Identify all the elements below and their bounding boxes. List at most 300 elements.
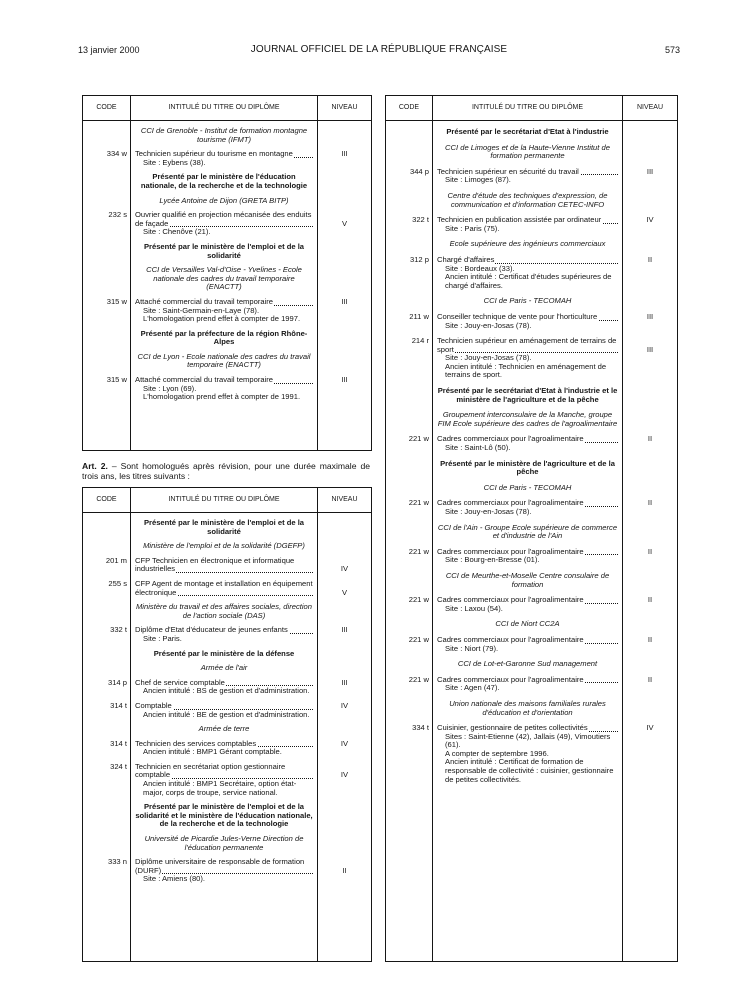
table-row xyxy=(83,620,372,643)
code-cell xyxy=(83,513,131,537)
title-cell xyxy=(433,380,623,404)
code-cell xyxy=(83,734,131,757)
diploma-title-text: Technicien des services comptables xyxy=(135,738,257,748)
training-organisation: Ecole supérieure des ingénieurs commerciaux xyxy=(449,239,606,249)
diploma-note: Ancien intitulé : BS de gestion et d'administration. xyxy=(143,686,310,696)
level-value: IV xyxy=(646,723,654,733)
code-cell xyxy=(386,477,433,493)
level-cell xyxy=(623,233,678,249)
diploma-title xyxy=(135,763,313,780)
training-organisation: Groupement interconsulaire de la Manche, groupe FIM Ecole supérieure des cadres de l'agroalimentaire xyxy=(437,410,618,428)
diploma-title xyxy=(437,548,618,557)
title-cell xyxy=(433,717,623,784)
filler-cell xyxy=(83,884,131,962)
organisation-row xyxy=(83,597,372,620)
code-cell xyxy=(83,551,131,574)
training-organisation: CCI de Grenoble - Institut de formation montagne tourisme (IFMT) xyxy=(140,126,308,144)
table-row xyxy=(83,292,372,324)
code-cell xyxy=(83,829,131,852)
organisation-row xyxy=(386,565,678,589)
code-cell xyxy=(83,121,131,145)
code-cell xyxy=(386,589,433,613)
level-cell xyxy=(318,205,372,237)
organisation-row xyxy=(83,829,372,852)
level-cell xyxy=(623,541,678,565)
code-cell xyxy=(83,620,131,643)
diploma-note: Site : Jouy-en-Josas (78). xyxy=(445,320,532,330)
level-cell xyxy=(623,428,678,452)
organisation-row xyxy=(83,347,372,370)
level-cell xyxy=(623,477,678,493)
col-header-title: INTITULÉ DU TITRE OU DIPLÔME xyxy=(433,96,623,121)
diploma-title-text: Cadres commerciaux pour l'agroalimentaire xyxy=(437,634,584,644)
title-cell xyxy=(131,551,318,574)
diploma-code: 211 w xyxy=(409,311,429,321)
title-cell xyxy=(433,233,623,249)
table-row xyxy=(386,589,678,613)
code-cell xyxy=(386,306,433,330)
diploma-code: 324 t xyxy=(110,761,127,771)
level-cell xyxy=(318,191,372,206)
level-cell xyxy=(318,292,372,324)
running-header xyxy=(78,43,680,57)
presenting-ministry: Présenté par le ministère de l'éducation nationale, de la recherche et de la technologie xyxy=(140,172,308,190)
presenting-ministry: Présenté par le secrétariat d'Etat à l'industrie et le ministère de l'agriculture et de la pêche xyxy=(437,386,618,404)
level-cell xyxy=(318,536,372,551)
title-cell xyxy=(131,658,318,673)
diploma-title-text: Diplôme d'Etat d'éducateur de jeunes enfants xyxy=(135,625,288,635)
diploma-note: Site : Saint-Lô (50). xyxy=(445,443,511,453)
level-value: II xyxy=(647,254,653,264)
level-cell xyxy=(623,693,678,717)
training-organisation: CCI de Paris - TECOMAH xyxy=(483,296,572,306)
article-2 xyxy=(82,461,370,482)
level-value: IV xyxy=(340,770,349,780)
table-row xyxy=(83,370,372,402)
organisation-row xyxy=(386,693,678,717)
level-value: II xyxy=(647,595,653,605)
code-cell xyxy=(386,717,433,784)
level-cell xyxy=(318,144,372,167)
training-organisation: CCI de Lot-et-Garonne Sud management xyxy=(457,659,598,669)
title-cell xyxy=(433,589,623,613)
training-organisation: CCI de Meurthe-et-Moselle Centre consulaire de formation xyxy=(445,570,610,589)
article-text: – Sont homologués après révision, pour une durée maximale de trois ans, les titres suivants : xyxy=(82,461,370,482)
code-cell xyxy=(83,797,131,829)
title-cell xyxy=(433,330,623,380)
homologation-table-3 xyxy=(385,95,678,962)
training-organisation: CCI de Paris - TECOMAH xyxy=(483,482,572,492)
diploma-code: 334 t xyxy=(412,723,429,733)
organisation-row xyxy=(83,536,372,551)
title-cell xyxy=(131,324,318,347)
diploma-title xyxy=(437,636,618,645)
diploma-code: 221 w xyxy=(408,674,429,684)
training-organisation: Centre d'étude des techniques d'expression, de communication et d'information CETEC-INFO xyxy=(447,190,608,209)
level-cell xyxy=(318,574,372,597)
diploma-code: 214 r xyxy=(411,336,429,346)
diploma-code: 322 t xyxy=(412,215,429,225)
diploma-code: 315 w xyxy=(106,375,127,385)
title-cell xyxy=(433,404,623,428)
code-cell xyxy=(386,653,433,669)
level-value: III xyxy=(341,677,348,687)
diploma-code: 255 s xyxy=(108,578,127,588)
diploma-title-text: Chargé d'affaires xyxy=(437,254,495,264)
homologation-table-2 xyxy=(82,487,372,962)
page-number: 573 xyxy=(664,45,680,55)
table-row xyxy=(83,205,372,237)
diploma-title-text: Comptable xyxy=(135,700,172,710)
diploma-title xyxy=(135,740,313,749)
level-cell xyxy=(623,161,678,185)
code-cell xyxy=(83,719,131,734)
title-cell xyxy=(131,852,318,884)
code-cell xyxy=(386,428,433,452)
training-organisation: Lycée Antoine de Dijon (GRETA BITP) xyxy=(159,195,289,205)
diploma-title-text: Cadres commerciaux pour l'agroalimentaire xyxy=(437,434,584,444)
code-cell xyxy=(386,565,433,589)
organisation-row xyxy=(83,260,372,292)
table-row xyxy=(386,669,678,693)
organisation-row xyxy=(386,185,678,209)
code-cell xyxy=(386,249,433,290)
section-heading-row xyxy=(83,644,372,659)
code-cell xyxy=(83,370,131,402)
level-value: III xyxy=(646,311,654,321)
diploma-note: Ancien intitulé : BMP1 Gérant comptable. xyxy=(143,747,282,757)
level-cell xyxy=(318,734,372,757)
table-row xyxy=(83,757,372,797)
level-cell xyxy=(318,597,372,620)
level-cell xyxy=(318,513,372,537)
level-cell xyxy=(623,517,678,541)
table-header-row xyxy=(386,96,678,121)
code-cell xyxy=(83,757,131,797)
diploma-title xyxy=(437,337,618,354)
training-organisation: CCI de l'Ain - Groupe Ecole supérieure de commerce et d'industrie de l'Ain xyxy=(437,522,618,541)
diploma-title xyxy=(135,557,313,574)
level-cell xyxy=(623,669,678,693)
title-cell xyxy=(433,541,623,565)
diploma-title xyxy=(437,724,618,733)
diploma-title xyxy=(437,256,618,265)
level-cell xyxy=(623,380,678,404)
diploma-note: Ancien intitulé : Technicien en aménagement de terrains de sport. xyxy=(445,361,607,380)
level-value: III xyxy=(646,166,654,176)
code-cell xyxy=(83,237,131,260)
title-cell xyxy=(131,620,318,643)
diploma-title xyxy=(135,702,313,711)
code-cell xyxy=(83,260,131,292)
table-row xyxy=(386,161,678,185)
title-cell xyxy=(433,428,623,452)
table-row xyxy=(83,852,372,884)
title-cell xyxy=(433,653,623,669)
diploma-title xyxy=(437,499,618,508)
training-organisation: CCI de Lyon - Ecole nationale des cadres du travail temporaire (ENACTT) xyxy=(137,351,311,370)
diploma-title-text: Technicien en secrétariat option gestionnaire comptable xyxy=(135,761,286,780)
diploma-note: Site : Jouy-en-Josas (78). xyxy=(445,353,532,363)
training-organisation: CCI de Versailles Val-d'Oise - Yvelines - Ecole nationale des cadres du travail temporaire (ENACTT) xyxy=(146,265,302,292)
code-cell xyxy=(386,453,433,477)
diploma-code: 332 t xyxy=(110,625,127,635)
filler-cell xyxy=(131,884,318,962)
diploma-note: Site : Niort (79). xyxy=(445,643,499,653)
table-row xyxy=(386,629,678,653)
code-cell xyxy=(83,658,131,673)
title-cell xyxy=(131,205,318,237)
title-cell xyxy=(433,137,623,161)
code-cell xyxy=(83,292,131,324)
table-row xyxy=(83,574,372,597)
level-value: II xyxy=(647,674,653,684)
diploma-note: Site : Paris. xyxy=(143,633,182,643)
level-cell xyxy=(623,137,678,161)
level-cell xyxy=(623,629,678,653)
diploma-note: Site : Agen (47). xyxy=(445,683,500,693)
diploma-note: Site : Bourg-en-Bresse (01). xyxy=(445,555,540,565)
filler-cell xyxy=(318,884,372,962)
table-row xyxy=(83,673,372,696)
level-value: II xyxy=(342,865,347,875)
level-value: IV xyxy=(340,700,349,710)
level-cell xyxy=(318,696,372,719)
diploma-note: Site : Paris (75). xyxy=(445,223,500,233)
code-cell xyxy=(386,330,433,380)
level-cell xyxy=(623,653,678,669)
diploma-title-text: Technicien supérieur en sécurité du travail xyxy=(437,166,579,176)
code-cell xyxy=(386,541,433,565)
title-cell xyxy=(131,292,318,324)
code-cell xyxy=(83,347,131,370)
title-cell xyxy=(131,574,318,597)
table-filler-row xyxy=(83,884,372,962)
level-cell xyxy=(623,404,678,428)
title-cell xyxy=(131,734,318,757)
title-cell xyxy=(131,237,318,260)
homologation-table-1 xyxy=(82,95,372,451)
diploma-title-text: Cadres commerciaux pour l'agroalimentaire xyxy=(437,674,584,684)
organisation-row xyxy=(386,517,678,541)
title-cell xyxy=(131,144,318,167)
diploma-title-text: Ouvrier qualifié en projection mécanisée des enduits de façade xyxy=(135,210,312,228)
diploma-note: Ancien intitulé : Certificat de formation de responsable de collectivité : cuisinier, gestionnaire de petites collectivités. xyxy=(445,757,614,784)
training-organisation: Union nationale des maisons familiales rurales d'éducation et d'orientation xyxy=(449,698,606,717)
diploma-title-text: Attaché commercial du travail temporaire xyxy=(135,296,274,306)
dot-leader xyxy=(437,352,618,353)
level-value: III xyxy=(646,344,654,354)
level-cell xyxy=(623,121,678,137)
section-heading-row xyxy=(386,121,678,137)
level-value: II xyxy=(647,498,653,508)
title-cell xyxy=(433,669,623,693)
col-header-code: CODE xyxy=(83,96,131,121)
diploma-code: 314 t xyxy=(110,738,127,748)
code-cell xyxy=(386,290,433,306)
table-row xyxy=(386,306,678,330)
level-cell xyxy=(318,673,372,696)
title-cell xyxy=(131,191,318,206)
title-cell xyxy=(433,453,623,477)
organisation-row xyxy=(83,719,372,734)
diploma-title-text: Diplôme universitaire de responsable de formation (DURF) xyxy=(135,857,305,875)
diploma-note: Ancien intitulé : Certificat d'études supérieures de chargé d'affaires. xyxy=(445,272,612,290)
level-cell xyxy=(318,644,372,659)
issue-date: 13 janvier 2000 xyxy=(78,45,140,55)
code-cell xyxy=(386,233,433,249)
diploma-title xyxy=(135,679,313,688)
table-row xyxy=(386,330,678,380)
level-value: III xyxy=(341,296,348,306)
col-header-title: INTITULÉ DU TITRE OU DIPLÔME xyxy=(131,488,318,513)
table-row xyxy=(386,541,678,565)
diploma-title-text: Conseiller technique de vente pour l'horticulture xyxy=(437,311,598,321)
title-cell xyxy=(131,644,318,659)
title-cell xyxy=(433,185,623,209)
level-value: III xyxy=(341,625,348,635)
presenting-ministry: Présenté par le ministère de la défense xyxy=(153,648,295,658)
col-header-code: CODE xyxy=(83,488,131,513)
table-row xyxy=(83,551,372,574)
diploma-note: Sites : Saint-Etienne (42), Jallais (49), Vimoutiers (61). xyxy=(445,731,611,750)
diploma-title-text: Cuisinier, gestionnaire de petites collectivités xyxy=(437,723,588,733)
code-cell xyxy=(386,492,433,516)
table-header-row xyxy=(83,488,372,513)
level-cell xyxy=(318,237,372,260)
article-label: Art. 2. xyxy=(82,461,108,471)
training-organisation: CCI de Limoges et de la Haute-Vienne Institut de formation permanente xyxy=(445,142,610,161)
diploma-title xyxy=(135,580,313,597)
training-organisation: Université de Picardie Jules-Verne Direction de l'éducation permanente xyxy=(144,834,304,852)
diploma-title xyxy=(135,626,313,635)
code-cell xyxy=(83,191,131,206)
organisation-row xyxy=(386,404,678,428)
code-cell xyxy=(386,209,433,233)
title-cell xyxy=(433,629,623,653)
title-cell xyxy=(131,673,318,696)
code-cell xyxy=(386,404,433,428)
col-header-level: NIVEAU xyxy=(623,96,678,121)
level-value: II xyxy=(647,634,653,644)
title-cell xyxy=(433,492,623,516)
title-cell xyxy=(433,517,623,541)
section-heading-row xyxy=(83,797,372,829)
training-organisation: Ministère de l'emploi et de la solidarité (DGEFP) xyxy=(143,541,305,551)
col-header-title: INTITULÉ DU TITRE OU DIPLÔME xyxy=(131,96,318,121)
diploma-code: 344 p xyxy=(409,166,429,176)
diploma-note: Site : Chenôve (21). xyxy=(143,227,211,237)
organisation-row xyxy=(83,658,372,673)
level-cell xyxy=(318,260,372,292)
level-cell xyxy=(623,306,678,330)
diploma-title xyxy=(437,168,618,177)
diploma-note: A compter de septembre 1996. xyxy=(445,748,549,758)
diploma-code: 221 w xyxy=(408,546,429,556)
level-value: V xyxy=(341,587,348,597)
diploma-code: 334 w xyxy=(106,149,127,159)
level-cell xyxy=(318,852,372,884)
section-heading-row xyxy=(386,453,678,477)
code-cell xyxy=(386,380,433,404)
title-cell xyxy=(433,693,623,717)
level-cell xyxy=(623,209,678,233)
filler-cell xyxy=(83,402,131,451)
title-cell xyxy=(131,370,318,402)
diploma-title-text: Chef de service comptable xyxy=(135,677,225,687)
level-value: III xyxy=(341,375,348,385)
level-value: II xyxy=(647,546,653,556)
section-heading-row xyxy=(83,324,372,347)
code-cell xyxy=(386,629,433,653)
title-cell xyxy=(131,757,318,797)
title-cell xyxy=(131,513,318,537)
filler-cell xyxy=(131,402,318,451)
organisation-row xyxy=(386,137,678,161)
table-row xyxy=(386,492,678,516)
code-cell xyxy=(83,673,131,696)
level-cell xyxy=(623,492,678,516)
title-cell xyxy=(433,565,623,589)
diploma-note: Site : Amiens (80). xyxy=(143,874,206,884)
training-organisation: CCI de Niort CC2A xyxy=(495,619,560,629)
training-organisation: Armée de terre xyxy=(198,724,250,734)
diploma-note: Site : Limoges (87). xyxy=(445,175,511,185)
code-cell xyxy=(83,597,131,620)
journal-title: JOURNAL OFFICIEL DE LA RÉPUBLIQUE FRANÇAISE xyxy=(250,44,508,55)
diploma-title xyxy=(135,150,313,159)
table-header-row xyxy=(83,96,372,121)
title-cell xyxy=(433,290,623,306)
code-cell xyxy=(386,517,433,541)
diploma-title-text: Technicien supérieur en aménagement de terrains de sport xyxy=(437,336,617,354)
diploma-title xyxy=(437,596,618,605)
table-filler-row xyxy=(83,402,372,451)
level-cell xyxy=(318,551,372,574)
diploma-title xyxy=(135,858,313,875)
filler-cell xyxy=(433,784,623,961)
level-cell xyxy=(623,717,678,784)
code-cell xyxy=(386,693,433,717)
title-cell xyxy=(131,597,318,620)
presenting-ministry: Présenté par le ministère de l'emploi et de la solidarité et le ministère de l'éducation nationale, de la recherche et de la technologie xyxy=(135,802,313,829)
level-cell xyxy=(318,757,372,797)
filler-cell xyxy=(318,402,372,451)
section-heading-row xyxy=(386,380,678,404)
diploma-note: Ancien intitulé : BMP1 Secrétaire, option état-major, corps de troupe, service national. xyxy=(143,779,297,797)
level-cell xyxy=(623,290,678,306)
level-value: III xyxy=(341,149,348,159)
training-organisation: Armée de l'air xyxy=(200,663,248,673)
diploma-title xyxy=(437,676,618,685)
diploma-code: 312 p xyxy=(409,254,429,264)
title-cell xyxy=(433,249,623,290)
title-cell xyxy=(131,167,318,190)
diploma-title xyxy=(135,376,313,385)
title-cell xyxy=(131,347,318,370)
table-row xyxy=(386,249,678,290)
level-cell xyxy=(623,589,678,613)
diploma-title-text: Cadres commerciaux pour l'agroalimentaire xyxy=(437,498,584,508)
diploma-note: Site : Bordeaux (33). xyxy=(445,263,515,273)
diploma-title-text: CFP Technicien en électronique et informatique industrielles xyxy=(135,555,295,574)
title-cell xyxy=(433,613,623,629)
diploma-code: 314 p xyxy=(107,677,127,687)
presenting-ministry: Présenté par le ministère de l'agriculture et de la pêche xyxy=(440,458,615,477)
section-heading-row xyxy=(83,237,372,260)
level-cell xyxy=(318,324,372,347)
title-cell xyxy=(131,121,318,145)
